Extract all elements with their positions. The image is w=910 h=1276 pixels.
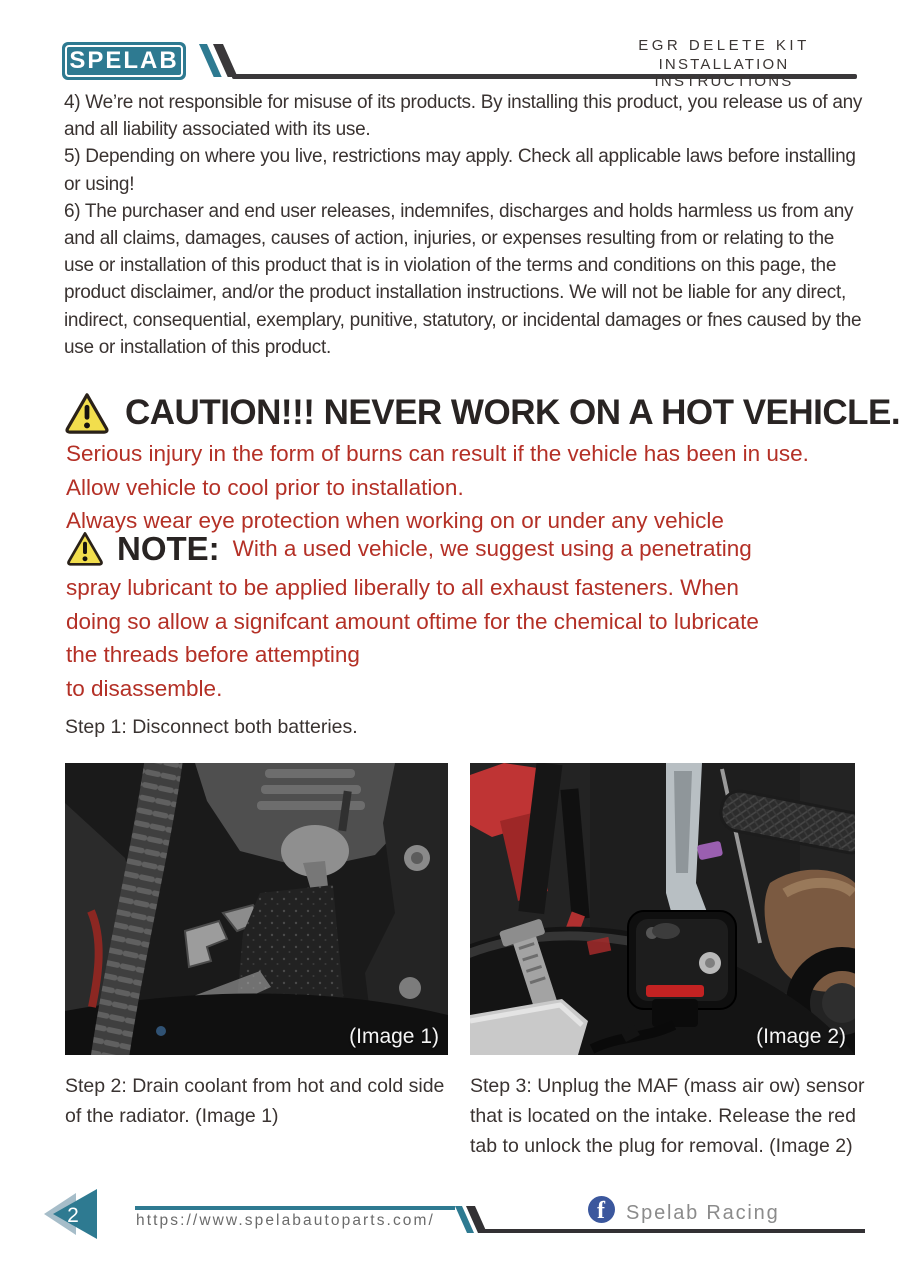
note-line: spray lubricant to be applied liberally to all exhaust fasteners. When: [66, 575, 739, 600]
step-1-text: Step 1: Disconnect both batteries.: [65, 716, 358, 738]
spelab-logo: [62, 42, 186, 80]
warning-triangle-icon: [66, 531, 104, 566]
note-section: [66, 531, 870, 705]
caution-line: Serious injury in the form of burns can result if the vehicle has been in use.: [66, 441, 809, 466]
engine-bay-radiator-drain-photo: [65, 763, 448, 1055]
note-line: the threads before attempting: [66, 642, 360, 667]
note-heading-row: [66, 531, 870, 566]
facebook-icon[interactable]: [588, 1196, 615, 1223]
note-label: NOTE:: [117, 529, 220, 567]
facebook-icon-glyph: f: [597, 1198, 605, 1223]
disclaimer-item-5: 5) Depending on where you live, restrictions may apply. Check all applicable laws before installing or using!: [64, 146, 856, 195]
image-1-caption: (Image 1): [349, 1025, 439, 1048]
caution-heading-row: [64, 392, 900, 434]
footer-dark-line: [480, 1229, 865, 1233]
disclaimer-item-6: 6) The purchaser and end user releases, indemnifes, discharges and holds harmless us from any and all claims, damages, causes of action, injuries, or expenses resulting from or relating to the use or installation of this product that is in violation of the terms and conditions on this page, the product disclaimer, and/or the product installation instructions. We will not be liable for any direct, indirect, consequential, exemplary, punitive, statutory, or incidental damages or fnes caused by the use or installation of this product.: [64, 200, 862, 358]
caution-warning-text: [66, 437, 809, 538]
page-number: 2: [67, 1204, 79, 1227]
step-photo-2: [470, 763, 855, 1055]
document-title-line2: INSTALLATION INSTRUCTIONS: [654, 56, 794, 90]
spelab-logo-text: SPELAB: [69, 47, 179, 74]
footer-teal-line: [135, 1206, 455, 1210]
website-url-link[interactable]: https://www.spelabautoparts.com/: [136, 1212, 435, 1229]
caution-line: Always wear eye protection when working on or under any vehicle: [66, 508, 724, 533]
note-line: doing so allow a signifcant amount oftime for the chemical to lubricate: [66, 608, 759, 634]
note-line: to disassemble.: [66, 675, 223, 701]
note-line: With a used vehicle, we suggest using a penetrating: [232, 535, 752, 561]
document-title: [588, 37, 860, 90]
facebook-page-name: Spelab Racing: [626, 1202, 780, 1224]
caution-line: Allow vehicle to cool prior to installation.: [66, 474, 464, 500]
caution-heading: CAUTION!!! NEVER WORK ON A HOT VEHICLE.: [125, 393, 901, 432]
warning-triangle-icon: [64, 392, 110, 434]
image-2-caption: (Image 2): [756, 1025, 846, 1048]
disclaimer-item-4: 4) We’re not responsible for misuse of its products. By installing this product, you release us of any and all liability associated with its use.: [64, 92, 863, 141]
step-2-text: Step 2: Drain coolant from hot and cold side of the radiator. (Image 1): [65, 1075, 445, 1127]
step-3-text: Step 3: Unplug the MAF (mass air ow) sensor that is located on the intake. Release the red tab to unlock the plug for removal. (Image 2): [470, 1075, 865, 1157]
page-number-badge: [40, 1186, 100, 1242]
intake-maf-sensor-photo: [470, 763, 855, 1055]
disclaimer-section: [64, 89, 864, 361]
document-title-line1: EGR DELETE KIT: [638, 37, 810, 54]
step-photo-1: [65, 763, 448, 1055]
